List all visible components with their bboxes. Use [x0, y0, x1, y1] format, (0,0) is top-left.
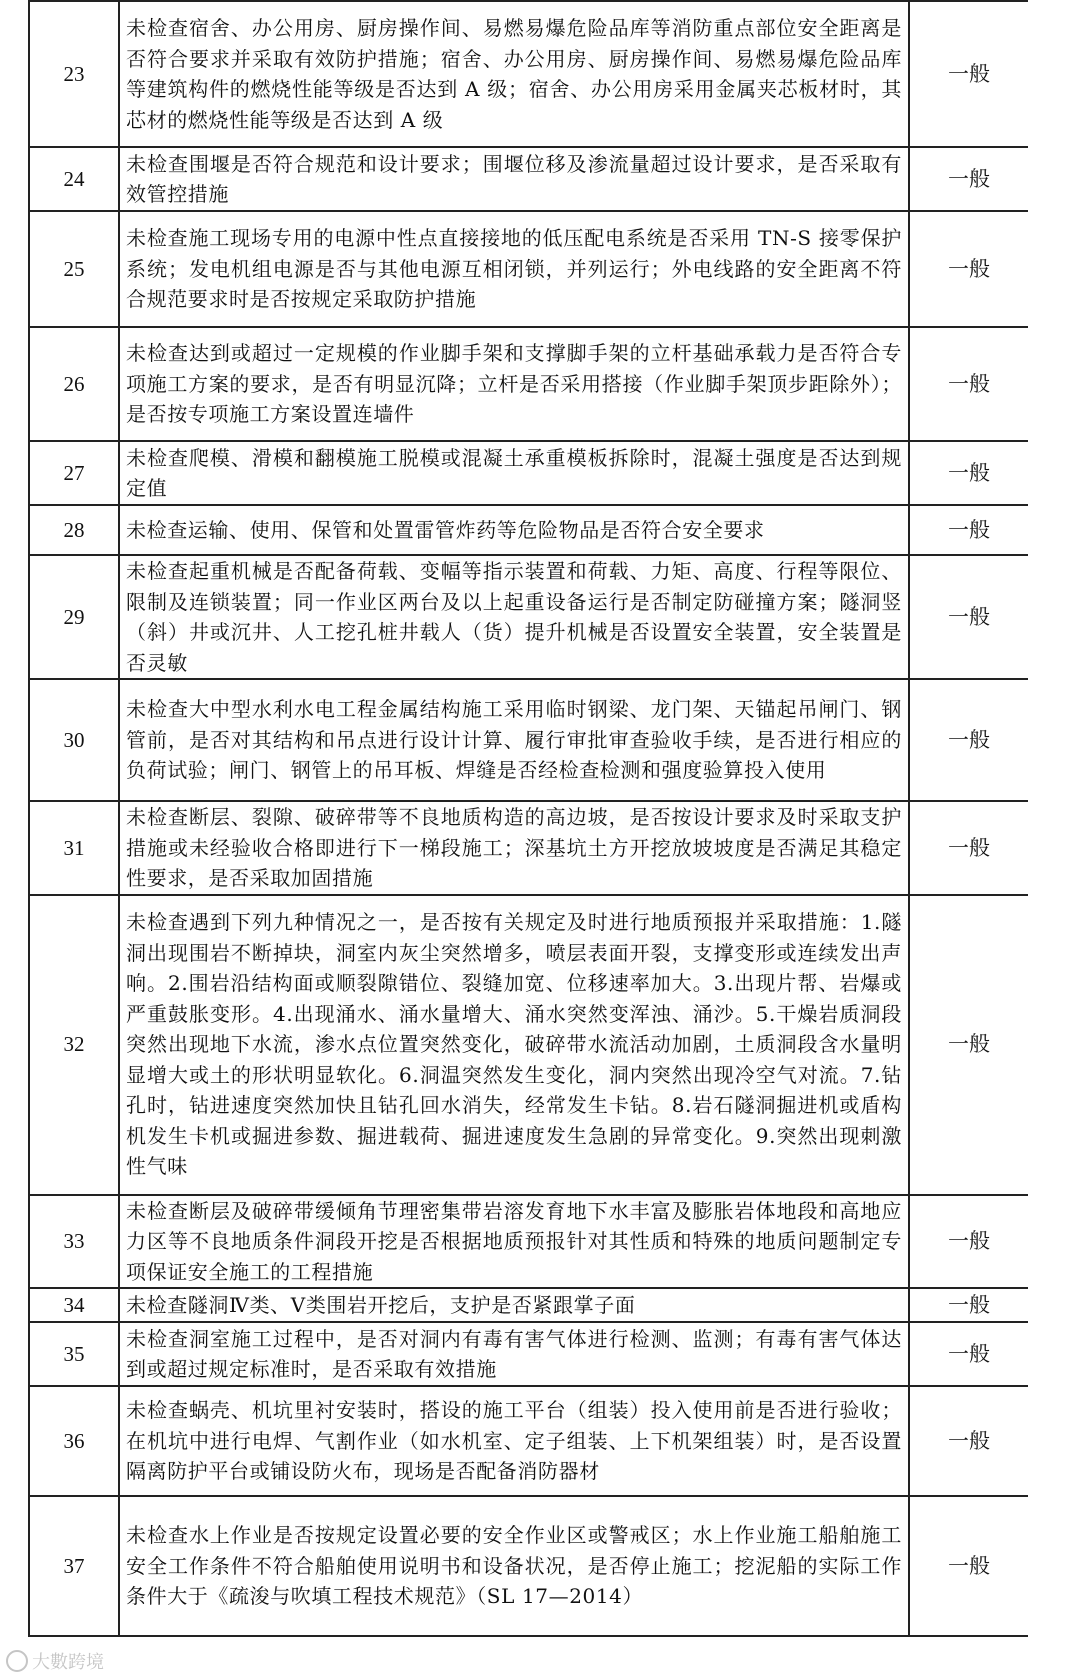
- hazard-description: 未检查运输、使用、保管和处置雷管炸药等危险物品是否符合安全要求: [119, 505, 909, 555]
- hazard-description: 未检查爬模、滑模和翻模施工脱模或混凝土承重模板拆除时，混凝土强度是否达到规定值: [119, 441, 909, 505]
- hazard-description: 未检查施工现场专用的电源中性点直接接地的低压配电系统是否采用 TN-S 接零保护系统；发电机组电源是否与其他电源互相闭锁，并列运行；外电线路的安全距离不符合规范要求时是否按规定采取防护措施: [119, 211, 909, 327]
- table-row: [29, 679, 1028, 801]
- table-row: [29, 1386, 1028, 1496]
- row-number: 30: [29, 679, 119, 801]
- checklist-sheet: [28, 0, 1028, 1680]
- row-number: 24: [29, 147, 119, 211]
- hazard-checklist-table: [28, 0, 1028, 1637]
- hazard-level: 一般: [909, 1195, 1028, 1289]
- table-row: [29, 1288, 1028, 1322]
- logo-circle-icon: [6, 1650, 28, 1672]
- table-row: [29, 555, 1028, 679]
- row-number: 25: [29, 211, 119, 327]
- hazard-level: 一般: [909, 679, 1028, 801]
- table-row: [29, 1322, 1028, 1386]
- row-number: 29: [29, 555, 119, 679]
- hazard-description: 未检查洞室施工过程中，是否对洞内有毒有害气体进行检测、监测；有毒有害气体达到或超过规定标准时，是否采取有效措施: [119, 1322, 909, 1386]
- row-number: 23: [29, 1, 119, 147]
- row-number: 32: [29, 895, 119, 1195]
- table-row: [29, 895, 1028, 1195]
- table-row: [29, 327, 1028, 441]
- hazard-level: 一般: [909, 441, 1028, 505]
- table-row: [29, 441, 1028, 505]
- table-row: [29, 1195, 1028, 1289]
- hazard-level: 一般: [909, 1496, 1028, 1636]
- hazard-level: 一般: [909, 1322, 1028, 1386]
- table-body: [29, 1, 1028, 1636]
- hazard-level: 一般: [909, 1288, 1028, 1322]
- row-number: 37: [29, 1496, 119, 1636]
- hazard-description: 未检查断层及破碎带缓倾角节理密集带岩溶发育地下水丰富及膨胀岩体地段和高地应力区等不良地质条件洞段开挖是否根据地质预报针对其性质和特殊的地质问题制定专项保证安全施工的工程措施: [119, 1195, 909, 1289]
- hazard-level: 一般: [909, 147, 1028, 211]
- row-number: 31: [29, 801, 119, 895]
- hazard-level: 一般: [909, 801, 1028, 895]
- row-number: 34: [29, 1288, 119, 1322]
- row-number: 27: [29, 441, 119, 505]
- hazard-description: 未检查大中型水利水电工程金属结构施工采用临时钢梁、龙门架、天锚起吊闸门、钢管前，是否对其结构和吊点进行设计计算、履行审批审查验收手续，是否进行相应的负荷试验；闸门、钢管上的吊耳板、焊缝是否经检查检测和强度验算投入使用: [119, 679, 909, 801]
- table-row: [29, 801, 1028, 895]
- hazard-description: 未检查宿舍、办公用房、厨房操作间、易燃易爆危险品库等消防重点部位安全距离是否符合要求并采取有效防护措施；宿舍、办公用房、厨房操作间、易燃易爆危险品库等建筑构件的燃烧性能等级是否达到 A 级；宿舍、办公用房采用金属夹芯板材时，其芯材的燃烧性能等级是否达到 A 级: [119, 1, 909, 147]
- table-row: [29, 505, 1028, 555]
- hazard-description: 未检查蜗壳、机坑里衬安装时，搭设的施工平台（组装）投入使用前是否进行验收；在机坑中进行电焊、气割作业（如水机室、定子组装、上下机架组装）时，是否设置隔离防护平台或铺设防火布，现场是否配备消防器材: [119, 1386, 909, 1496]
- row-number: 35: [29, 1322, 119, 1386]
- watermark-text: 大數跨境: [32, 1652, 104, 1673]
- hazard-description: 未检查隧洞Ⅳ类、Ⅴ类围岩开挖后，支护是否紧跟掌子面: [119, 1288, 909, 1322]
- hazard-description: 未检查断层、裂隙、破碎带等不良地质构造的高边坡，是否按设计要求及时采取支护措施或未经验收合格即进行下一梯段施工；深基坑土方开挖放坡坡度是否满足其稳定性要求，是否采取加固措施: [119, 801, 909, 895]
- hazard-description: 未检查围堰是否符合规范和设计要求；围堰位移及渗流量超过设计要求，是否采取有效管控措施: [119, 147, 909, 211]
- row-number: 36: [29, 1386, 119, 1496]
- hazard-level: 一般: [909, 555, 1028, 679]
- hazard-description: 未检查水上作业是否按规定设置必要的安全作业区或警戒区；水上作业施工船舶施工安全工作条件不符合船舶使用说明书和设备状况，是否停止施工；挖泥船的实际工作条件大于《疏浚与吹填工程技术规范》（SL 17—2014）: [119, 1496, 909, 1636]
- table-row: [29, 211, 1028, 327]
- hazard-level: 一般: [909, 327, 1028, 441]
- table-row: [29, 147, 1028, 211]
- hazard-level: 一般: [909, 505, 1028, 555]
- row-number: 28: [29, 505, 119, 555]
- hazard-description: 未检查起重机械是否配备荷载、变幅等指示装置和荷载、力矩、高度、行程等限位、限制及连锁装置；同一作业区两台及以上起重设备运行是否制定防碰撞方案；隧洞竖（斜）井或沉井、人工挖孔桩井载人（货）提升机械是否设置安全装置，安全装置是否灵敏: [119, 555, 909, 679]
- row-number: 33: [29, 1195, 119, 1289]
- hazard-level: 一般: [909, 895, 1028, 1195]
- row-number: 26: [29, 327, 119, 441]
- hazard-level: 一般: [909, 211, 1028, 327]
- table-row: [29, 1, 1028, 147]
- hazard-level: 一般: [909, 1, 1028, 147]
- hazard-level: 一般: [909, 1386, 1028, 1496]
- hazard-description: 未检查达到或超过一定规模的作业脚手架和支撑脚手架的立杆基础承载力是否符合专项施工方案的要求，是否有明显沉降；立杆是否采用搭接（作业脚手架顶步距除外）；是否按专项施工方案设置连墙件: [119, 327, 909, 441]
- hazard-description: 未检查遇到下列九种情况之一，是否按有关规定及时进行地质预报并采取措施：1.隧洞出现围岩不断掉块，洞室内灰尘突然增多，喷层表面开裂，支撑变形或连续发出声响。2.围岩沿结构面或顺裂隙错位、裂缝加宽、位移速率加大。3.出现片帮、岩爆或严重鼓胀变形。4.出现涌水、涌水量增大、涌水突然变浑浊、涌沙。5.干燥岩质洞段突然出现地下水流，渗水点位置突然变化，破碎带水流活动加剧，土质洞段含水量明显增大或土的形状明显软化。6.洞温突然发生变化，洞内突然出现冷空气对流。7.钻孔时，钻进速度突然加快且钻孔回水消失，经常发生卡钻。8.岩石隧洞掘进机或盾构机发生卡机或掘进参数、掘进载荷、掘进速度发生急剧的异常变化。9.突然出现刺激性气味: [119, 895, 909, 1195]
- table-row: [29, 1496, 1028, 1636]
